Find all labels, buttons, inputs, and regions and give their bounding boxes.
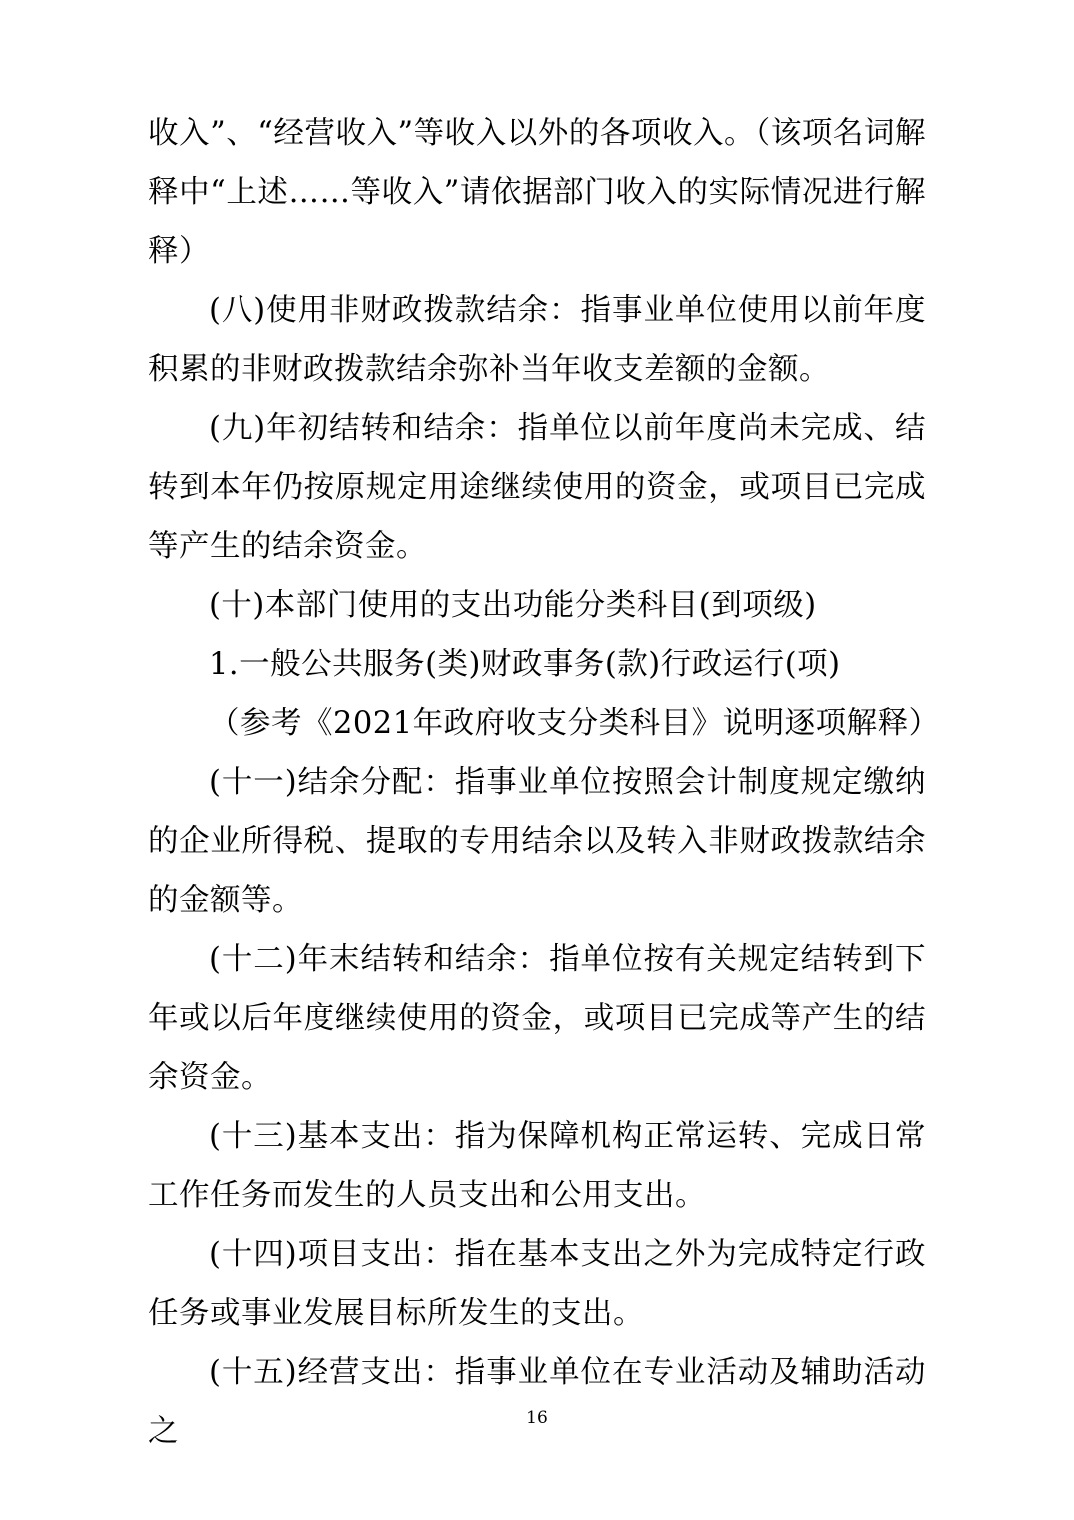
paragraph-6: （参考《2021年政府收支分类科目》说明逐项解释）: [209, 706, 940, 741]
paragraph-4: (十)本部门使用的支出功能分类科目(到项级): [209, 588, 817, 623]
paragraph-7: (十一)结余分配：指事业单位按照会计制度规定缴纳的企业所得税、提取的专用结余以及转入非财政拨款结余的金额等。: [148, 765, 926, 918]
page-number: 16: [526, 1408, 548, 1428]
paragraph-1: 收入”、“经营收入”等收入以外的各项收入。（该项名词解释中“上述……等收入”请依据部门收入的实际情况进行解释）: [148, 116, 926, 269]
paragraph-3: (九)年初结转和结余：指单位以前年度尚未完成、结转到本年仍按原规定用途继续使用的资金，或项目已完成等产生的结余资金。: [148, 411, 926, 564]
page-body: [148, 104, 940, 1461]
paragraph-8: (十二)年末结转和结余：指单位按有关规定结转到下年或以后年度继续使用的资金，或项目已完成等产生的结余资金。: [148, 942, 926, 1095]
paragraph-9: (十三)基本支出：指为保障机构正常运转、完成日常工作任务而发生的人员支出和公用支出。: [148, 1119, 926, 1213]
paragraph-10: (十四)项目支出：指在基本支出之外为完成特定行政任务或事业发展目标所发生的支出。: [148, 1237, 926, 1331]
paragraph-11: (十五)经营支出：指事业单位在专业活动及辅助活动之: [148, 1355, 926, 1449]
paragraph-2: (八)使用非财政拨款结余：指事业单位使用以前年度积累的非财政拨款结余弥补当年收支差额的金额。: [148, 293, 926, 387]
paragraph-5: 1.一般公共服务(类)财政事务(款)行政运行(项): [209, 647, 841, 682]
